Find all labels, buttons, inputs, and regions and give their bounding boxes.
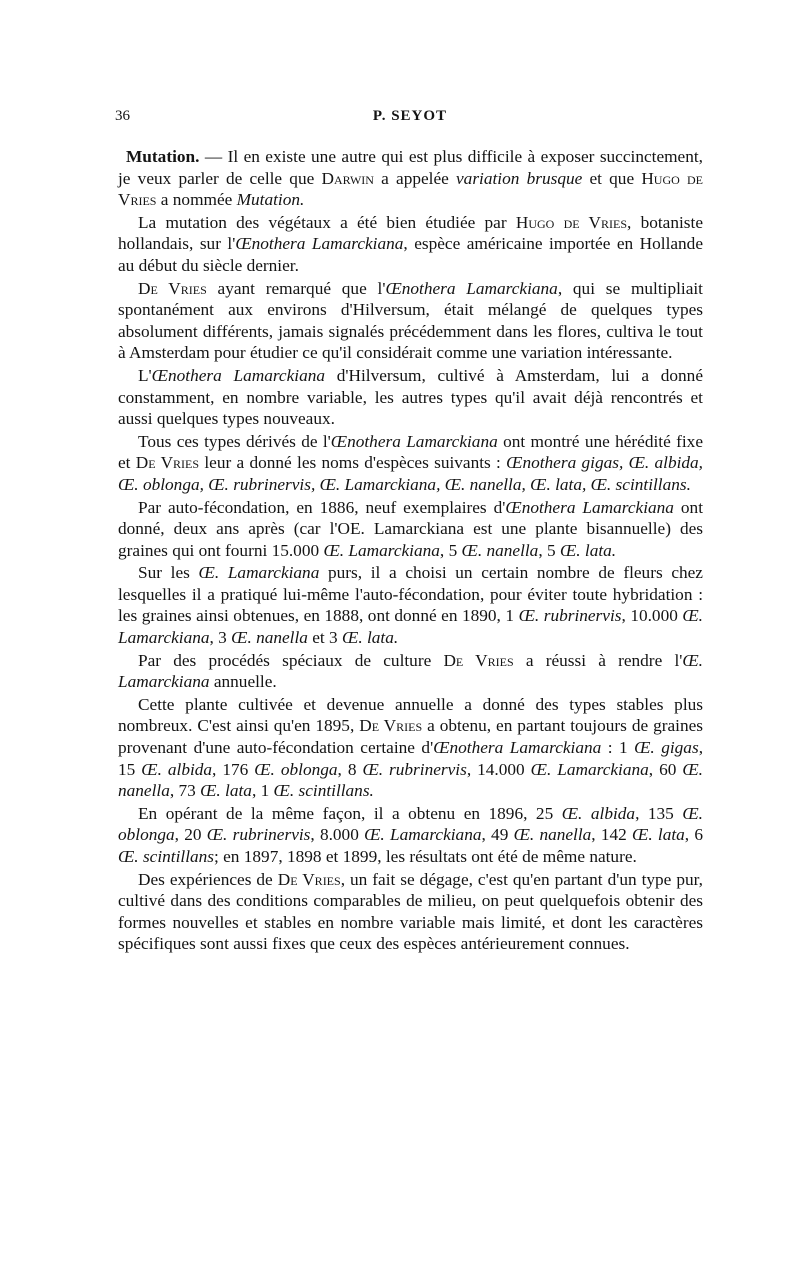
italic-text: Œ. rubrinervis [362, 759, 467, 779]
text-run: leur a donné les noms d'espèces suivants : [199, 453, 507, 473]
italic-text: Œ. Lamarckiana [118, 606, 704, 648]
author-name: De Vries [135, 453, 200, 473]
paragraph-p1 [118, 146, 703, 211]
author-name: De Vries [443, 650, 514, 670]
author-name: Hugo de Vries [118, 168, 704, 210]
text-run: a obtenu, en partant toujours de graines provenant d'une auto-fécondation certaine d' [118, 716, 703, 758]
paragraph-p10 [118, 803, 703, 868]
italic-text: Œnothera gigas, Œ. albida, Œ. oblonga, Œ. rubrinervis, Œ. Lamarckiana, Œ. nanella, Œ. lata, Œ. scintillans. [118, 453, 703, 494]
text-run: Tous ces types dérivés de l' [138, 431, 331, 451]
italic-text: Œnothera Lamarckiana [433, 738, 602, 758]
text-run: , 3 [209, 628, 232, 648]
paragraph-p3 [118, 278, 703, 364]
italic-text: Œ. lata [200, 781, 252, 801]
text-run: En opérant de la même façon, il a obtenu en 1896, 25 [138, 803, 562, 823]
italic-text: Œ. nanella [513, 825, 592, 845]
paragraph-p2 [118, 212, 703, 277]
text-run: ayant remarqué que l' [206, 278, 386, 298]
italic-text: Œ. scintillans [118, 847, 215, 866]
text-run: a nommée [156, 190, 237, 210]
text-run: , espèce américaine importée en Hollande au début du siècle dernier. [118, 234, 703, 275]
text-run: , 6 [684, 825, 703, 845]
italic-text: Œ. albida [141, 759, 213, 779]
text-run: , 73 [169, 781, 201, 801]
text-run: , 8 [337, 759, 363, 779]
italic-text: Œ. Lamarckiana [530, 759, 649, 779]
italic-text: Œ. Lamarckiana [118, 650, 703, 692]
text-run: ont montré une hérédité fixe et [118, 431, 703, 473]
text-run: , 142 [591, 825, 633, 845]
italic-text: Œ. oblonga [118, 803, 703, 845]
italic-text: Œ. nanella [461, 540, 539, 560]
italic-text: Œ. nanella [231, 628, 308, 648]
paragraph-p4 [118, 365, 703, 430]
paragraph-p11 [118, 869, 703, 955]
author-name: Hugo de Vries [515, 212, 628, 232]
italic-text: Œ. lata. [559, 540, 617, 560]
text-run: , botaniste hollandais, sur l' [118, 212, 703, 254]
paragraph-p8 [118, 650, 703, 693]
text-run: , 15 [118, 738, 704, 779]
text-run: et que [582, 168, 642, 188]
italic-text: Œnothera Lamarckiana [330, 431, 498, 451]
italic-text: variation brusque [456, 168, 583, 188]
italic-text: Œ. oblonga [254, 759, 338, 779]
text-run: d'Hilversum, cultivé à Amsterdam, lui a donné constamment, en nombre variable, les autres types qu'il avait déjà rencontrés et aussi quelques types nouveaux. [118, 365, 703, 429]
text-run: , 5 [439, 540, 462, 560]
running-head [115, 108, 705, 132]
italic-text: Œ. nanella [118, 759, 703, 801]
text-run: , 49 [481, 825, 514, 845]
paragraph-p5 [118, 431, 703, 496]
italic-text: Œ. gigas [634, 738, 699, 758]
author-name: De Vries [277, 869, 341, 889]
text-run: , qui se multipliait spontanément aux environs d'Hilversum, était mélangé de quelques types absolument différents, jamais signalés précédemment dans les flores, cultiva le tout à Amsterdam pour étudier ce qu'il considérait comme une variation intéressante. [118, 278, 703, 363]
italic-text: Œ. albida [561, 803, 636, 823]
italic-text: Œ. rubrinervis [206, 825, 311, 845]
italic-text: Œ. Lamarckiana [323, 540, 440, 560]
author-name: De Vries [138, 278, 207, 298]
text-run: Cette plante cultivée et devenue annuelle a donné des types stables plus nombreux. C'est ainsi qu'en 1895, [118, 694, 703, 736]
text-run: purs, il a choisi un certain nombre de fleurs chez lesquelles il a pratiqué lui-même l'auto-fécondation, pour éviter toute hybridation : les graines ainsi obtenues, en 1888, ont donné en 1890, 1 [118, 563, 703, 626]
italic-text: Œnothera Lamarckiana [151, 365, 325, 385]
text-run: , 8.000 [310, 825, 365, 845]
paragraph-p9 [118, 694, 703, 802]
text-run: : 1 [601, 738, 635, 758]
text-run: , un fait se dégage, c'est qu'en partant d'un type pur, cultivé dans des conditions comparables de milieu, on peut quelquefois obtenir des formes nouvelles et stables en nombre variable mais limité, et dont les caractères spécifiques sont aussi fixes que ceux des espèces antérieurement connues. [118, 869, 703, 954]
italic-text: Œ. scintillans. [273, 781, 374, 801]
text-run: annuelle. [209, 672, 277, 692]
text-run: , 14.000 [466, 759, 531, 779]
text-run: L' [138, 365, 152, 385]
text-run: , 176 [212, 759, 255, 779]
text-run: ont donné, deux ans après (car l'OE. Lamarckiana est une plante bisannuelle) des graines qui ont fourni 15.000 [118, 497, 704, 560]
italic-text: Œ. lata. [342, 628, 399, 648]
text-run: ; en 1897, 1898 et 1899, les résultats ont été de même nature. [214, 847, 637, 866]
italic-text: Mutation. [236, 190, 305, 210]
italic-text: Œ. lata [632, 825, 685, 845]
italic-text: Œnothera Lamarckiana [505, 497, 674, 517]
text-run: Par auto-fécondation, en 1886, neuf exemplaires d' [138, 497, 506, 517]
italic-text: Œ. rubrinervis [518, 606, 622, 626]
text-run: a appelée [373, 168, 457, 188]
text-run: , 135 [635, 803, 683, 823]
text-run: — Il en existe une autre qui est plus difficile à exposer succinctement, je veux parler de celle que [118, 147, 703, 188]
author-name: Darwin [321, 168, 374, 188]
text-run: Par des procédés spéciaux de culture [138, 650, 444, 670]
text-run: a réussi à rendre l' [513, 650, 683, 670]
text-run: , 60 [648, 759, 683, 779]
text-run: , 1 [251, 781, 274, 801]
author-name: De Vries [359, 716, 423, 736]
italic-text: Œ. Lamarckiana [198, 563, 320, 583]
italic-text: Œnothera Lamarckiana [235, 234, 404, 254]
paragraph-p7 [118, 562, 703, 648]
text-run: La mutation des végétaux a été bien étudiée par [138, 212, 516, 232]
text-run: , 20 [174, 825, 207, 845]
text-run: , 5 [538, 540, 560, 560]
section-heading: Mutation. [126, 147, 200, 166]
text-run: et 3 [307, 628, 343, 648]
text-run: Sur les [138, 563, 199, 583]
body-text [118, 146, 703, 956]
text-run: Des expériences de [138, 869, 278, 889]
running-title: P. SEYOT [372, 108, 448, 124]
italic-text: Œ. Lamarckiana [364, 825, 482, 845]
italic-text: Œnothera Lamarckiana [385, 278, 558, 298]
page-number: 36 [115, 108, 130, 124]
text-run: , 10.000 [621, 606, 683, 626]
paragraph-p6 [118, 497, 703, 562]
